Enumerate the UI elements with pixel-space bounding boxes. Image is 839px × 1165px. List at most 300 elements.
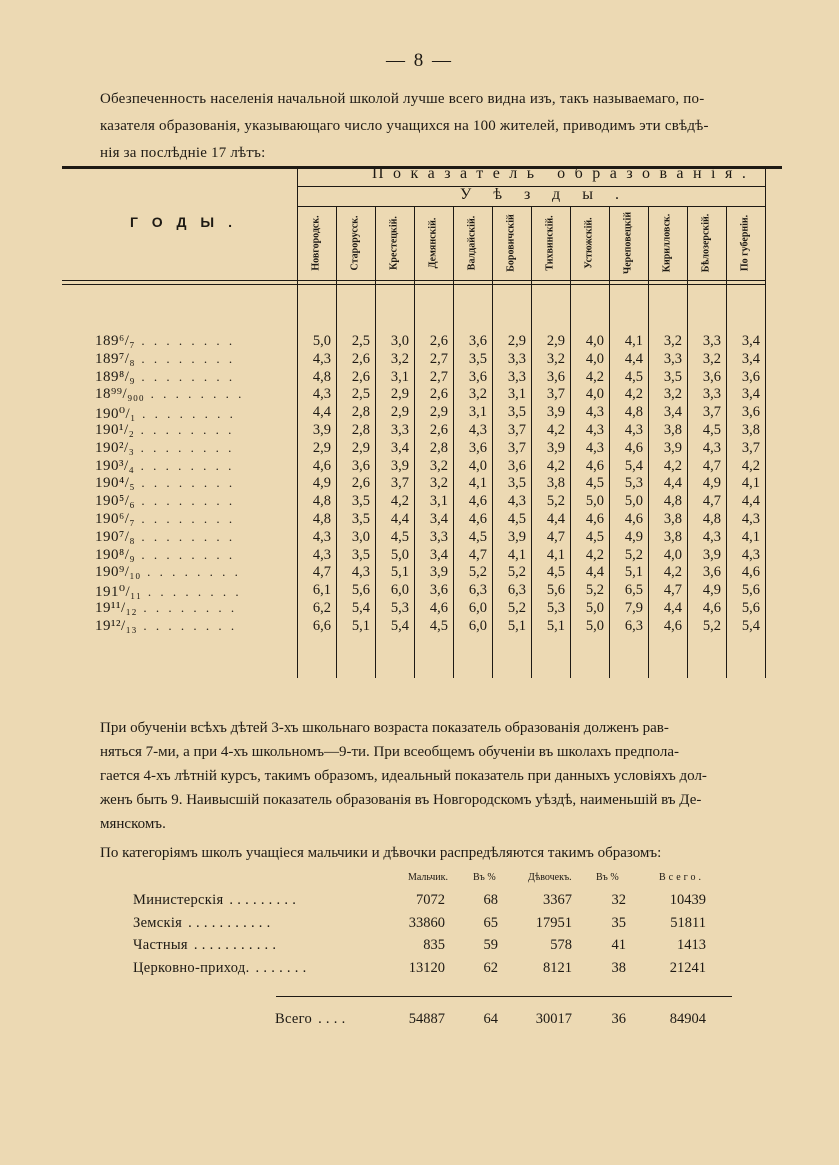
explanation-paragraph: [100, 716, 764, 836]
table-cell: 3,1: [507, 386, 526, 403]
table-cell: 3,9: [507, 528, 526, 545]
intro-line: казателя образованія, указывающаго число учащихся на 100 жителей, приводимъ эти свѣдѣ-: [100, 118, 709, 134]
table-cell: 3,4: [663, 404, 682, 421]
table-cell: 3,5: [507, 475, 526, 492]
schools-cell: 32: [611, 892, 626, 908]
column-header: [414, 207, 452, 279]
table-cell: 5,6: [546, 582, 565, 599]
schools-row-label: [133, 937, 276, 954]
table-cell: 5,2: [702, 617, 721, 634]
schools-cell: 17951: [535, 914, 572, 931]
table-cell: 4,3: [312, 528, 331, 545]
year-label: [95, 547, 235, 564]
leader-dots: . . . . . . . .: [137, 600, 238, 615]
table-cell: 6,0: [390, 582, 409, 599]
table-cell: 3,4: [741, 386, 760, 403]
table-cell: 3,6: [468, 333, 487, 349]
schools-cell: 578: [550, 937, 572, 953]
year-text: 190⁵/₆: [95, 493, 136, 510]
column-header-label: Демянскій.: [427, 217, 439, 269]
leader-dots: . . . .: [318, 1011, 346, 1027]
table-cell: 4,1: [468, 475, 487, 492]
leader-dots: . . . . . . . .: [134, 422, 235, 437]
table-cell: 4,3: [741, 546, 760, 563]
year-label: [95, 618, 237, 635]
table-cell: 3,3: [702, 333, 721, 349]
table-cell: 3,6: [429, 582, 448, 599]
table-cell: 3,7: [546, 386, 565, 403]
leader-dots: . . . . . . . .: [135, 528, 236, 544]
table-cell: 3,6: [468, 368, 487, 385]
schools-cell: 51811: [670, 914, 706, 931]
schools-cell: 10439: [669, 892, 706, 908]
schools-cell: 7072: [416, 892, 445, 908]
schools-cell: 41: [611, 937, 626, 953]
column-header: [609, 207, 647, 279]
leader-dots: . . . . . . . .: [140, 564, 241, 580]
column-header-label: Крестецкій.: [388, 216, 400, 270]
table-cell: 4,4: [663, 475, 682, 492]
column-header-label: По губерніи.: [739, 214, 751, 272]
table-cell: 5,0: [585, 600, 604, 616]
table-cell: 2,6: [429, 386, 448, 403]
table-cell: 3,9: [663, 439, 682, 456]
schools-cell: 3367: [543, 892, 572, 908]
leader-dots: . . . . . . . .: [135, 406, 236, 422]
table-cell: 5,4: [624, 457, 643, 474]
schools-row-label: [133, 960, 307, 977]
year-label: [95, 386, 244, 403]
table-cell: 3,6: [468, 439, 487, 456]
table-cell: 3,5: [351, 493, 370, 510]
table-cell: 4,7: [468, 546, 487, 563]
year-text: 189⁷/₈: [95, 350, 136, 367]
table-cell: 2,9: [429, 404, 448, 421]
table-cell: 3,8: [741, 422, 760, 438]
table-cell: 6,3: [624, 617, 643, 634]
year-text: 19¹¹/₁₂: [95, 600, 138, 616]
year-text: 18⁹⁹/₉₀₀: [95, 386, 145, 403]
table-cell: 4,3: [312, 350, 331, 367]
column-header: [726, 207, 764, 279]
table-cell: 5,0: [312, 333, 331, 349]
schools-column-header: Въ %: [596, 872, 619, 883]
schools-cell: 35: [611, 914, 626, 931]
table-cell: 3,9: [546, 404, 565, 421]
year-label: [95, 475, 235, 492]
table-cell: 3,6: [507, 457, 526, 474]
schools-cell: 8121: [543, 959, 572, 976]
total-cell: 36: [611, 1011, 626, 1027]
table-cell: 4,3: [741, 511, 760, 527]
column-header-label: Кирилловск.: [661, 213, 673, 273]
row-label-text: Министерскія: [133, 892, 224, 908]
table-cell: 5,1: [546, 617, 565, 634]
table-cell: 3,8: [546, 475, 565, 492]
table-cell: 4,4: [624, 350, 643, 367]
table-cell: 5,4: [351, 600, 370, 616]
table-cell: 4,6: [468, 511, 487, 527]
table-cell: 5,4: [390, 617, 409, 634]
year-text: 190⁷/₈: [95, 528, 136, 545]
schools-cell: 68: [483, 892, 498, 908]
table-cell: 2,9: [351, 439, 370, 456]
table-cell: 5,3: [546, 600, 565, 616]
schools-column-header: Дѣвочекъ.: [528, 872, 572, 883]
table-cell: 3,4: [390, 439, 409, 456]
table-cell: 5,2: [468, 564, 487, 581]
table-cell: 5,6: [741, 600, 760, 616]
table-cell: 4,0: [585, 350, 604, 367]
table-cell: 3,1: [429, 493, 448, 510]
table-cell: 6,6: [312, 617, 331, 634]
schools-intro: По категоріямъ школъ учащіеся мальчики и дѣвочки распредѣляются такимъ образомъ:: [100, 845, 662, 861]
table-cell: 4,5: [390, 528, 409, 545]
table-cell: 2,6: [429, 333, 448, 349]
table-cell: 3,2: [429, 475, 448, 492]
table-cell: 4,2: [741, 457, 760, 474]
table-cell: 3,4: [429, 511, 448, 527]
schools-cell: 62: [483, 959, 498, 976]
table-cell: 2,6: [351, 368, 370, 385]
schools-column-header: Въ %: [473, 872, 496, 883]
schools-row-label: [133, 892, 296, 909]
total-cell: 54887: [408, 1011, 445, 1027]
column-header: [375, 207, 413, 279]
year-label: [95, 564, 241, 581]
schools-cell: 21241: [669, 959, 706, 976]
year-text: 190⁸/₉: [95, 546, 136, 563]
table-cell: 6,3: [468, 582, 487, 599]
table-cell: 3,7: [702, 404, 721, 421]
table-cell: 3,2: [468, 386, 487, 403]
table-cell: 4,6: [468, 493, 487, 510]
year-label: [95, 351, 235, 368]
year-text: 190⁹/₁₀: [95, 564, 141, 581]
leader-dots: . . . . . . . .: [137, 617, 238, 633]
table-cell: 3,9: [429, 564, 448, 581]
year-text: 190⁴/₅: [95, 475, 136, 492]
table-cell: 5,1: [624, 564, 643, 581]
table-cell: 3,2: [429, 457, 448, 474]
table-cell: 3,1: [468, 404, 487, 421]
year-text: 19¹²/₁₃: [95, 617, 138, 634]
table-cell: 4,2: [390, 493, 409, 510]
table-cell: 3,4: [429, 546, 448, 563]
year-label: [95, 600, 237, 617]
table-cell: 3,8: [663, 422, 682, 438]
table-cell: 3,4: [741, 350, 760, 367]
table-cell: 4,3: [585, 422, 604, 438]
table-cell: 3,5: [507, 404, 526, 421]
leader-dots: . . . . . . . . . . .: [193, 937, 277, 953]
table-cell: 2,8: [351, 404, 370, 421]
table-cell: 4,5: [702, 422, 721, 438]
table-cell: 2,7: [429, 368, 448, 385]
table-cell: 4,3: [312, 386, 331, 403]
table-cell: 6,5: [624, 582, 643, 599]
table-cell: 6,3: [507, 582, 526, 599]
table-cell: 3,4: [741, 333, 760, 349]
table-cell: 3,5: [351, 546, 370, 563]
year-text: 190¹/₂: [95, 422, 135, 438]
table-cell: 4,9: [624, 528, 643, 545]
table-cell: 5,2: [507, 564, 526, 581]
column-header: [531, 207, 569, 279]
table-cell: 3,3: [429, 528, 448, 545]
total-cell: 64: [483, 1011, 498, 1027]
table-cell: 3,5: [351, 511, 370, 527]
table-cell: 4,2: [546, 422, 565, 438]
table-cell: 4,2: [663, 457, 682, 474]
column-header-label: Боровичскій: [505, 214, 517, 272]
year-label: [95, 404, 236, 423]
paragraph-line: При обученіи всѣхъ дѣтей 3-хъ школьнаго возраста показатель образованія долженъ рав-: [100, 720, 669, 736]
table-cell: 4,2: [585, 546, 604, 563]
leader-dots: . . . . . . . .: [135, 546, 236, 562]
table-cell: 3,6: [741, 404, 760, 421]
paragraph-line: няться 7-ми, а при 4-хъ школьномъ—9-ти. При всеобщемъ обученіи въ школахъ предпола-: [100, 744, 679, 760]
year-label: [95, 511, 235, 528]
column-header: [336, 207, 374, 279]
row-label-text: Частныя: [133, 937, 188, 953]
table-cell: 3,2: [546, 350, 565, 367]
table-cell: 2,6: [351, 350, 370, 367]
schools-cell: 13120: [408, 959, 445, 976]
year-label: [95, 422, 234, 439]
table-cell: 4,8: [702, 511, 721, 527]
table-cell: 3,7: [741, 439, 760, 456]
table-cell: 4,7: [312, 564, 331, 581]
year-text: 189⁶/₇: [95, 333, 136, 349]
column-header: [648, 207, 686, 279]
schools-cell: 59: [483, 937, 498, 953]
schools-cell: 1413: [677, 937, 706, 953]
table-cell: 4,0: [585, 386, 604, 403]
table-cell: 4,1: [624, 333, 643, 349]
table-cell: 2,7: [429, 350, 448, 367]
table-cell: 3,5: [468, 350, 487, 367]
table-cell: 4,6: [741, 564, 760, 581]
column-header-label: Новгородск.: [310, 215, 322, 271]
table-cell: 4,3: [312, 546, 331, 563]
table-cell: 5,2: [546, 493, 565, 510]
table-cell: 3,3: [507, 350, 526, 367]
table-cell: 3,2: [702, 350, 721, 367]
leader-dots: . . . . . . . .: [134, 439, 235, 455]
table-cell: 4,2: [663, 564, 682, 581]
table-cell: 3,5: [663, 368, 682, 385]
column-header: [453, 207, 491, 279]
table-cell: 3,0: [351, 528, 370, 545]
schools-column-header: Всего.: [659, 872, 705, 883]
column-header: [492, 207, 530, 279]
table-cell: 4,0: [585, 333, 604, 349]
intro-paragraph: [100, 86, 758, 167]
table-cell: 4,5: [468, 528, 487, 545]
leader-dots: . . . . . . . .: [135, 350, 236, 366]
table-cell: 4,1: [507, 546, 526, 563]
table-cell: 2,8: [429, 439, 448, 456]
year-label: [95, 440, 234, 457]
leader-dots: . . . . . . . .: [135, 333, 236, 348]
table-cell: 2,5: [351, 386, 370, 403]
leader-dots: . . . . . . . .: [135, 493, 236, 509]
table-cell: 3,3: [663, 350, 682, 367]
table-cell: 5,3: [624, 475, 643, 492]
schools-row-label: [133, 915, 271, 932]
table-cell: 5,2: [624, 546, 643, 563]
table-cell: 4,4: [741, 493, 760, 510]
table-cell: 3,0: [390, 333, 409, 349]
table-cell: 5,2: [585, 582, 604, 599]
total-cell: 84904: [669, 1011, 706, 1027]
table-cell: 6,2: [312, 600, 331, 616]
table-cell: 2,9: [312, 439, 331, 456]
table-cell: 4,8: [624, 404, 643, 421]
table-cell: 5,6: [351, 582, 370, 599]
table-cell: 4,3: [351, 564, 370, 581]
column-header-label: Валдайскій.: [466, 215, 478, 271]
table-cell: 5,2: [507, 600, 526, 616]
table-cell: 3,9: [546, 439, 565, 456]
table-cell: 3,3: [507, 368, 526, 385]
table-cell: 4,3: [585, 404, 604, 421]
table-cell: 4,0: [468, 457, 487, 474]
column-header-label: Череповецкій: [622, 211, 634, 275]
table-cell: 4,9: [312, 475, 331, 492]
table-cell: 4,0: [663, 546, 682, 563]
leader-dots: . . . . . . . .: [141, 584, 242, 600]
table-cell: 4,3: [585, 439, 604, 456]
table-cell: 4,7: [702, 493, 721, 510]
table-cell: 4,4: [663, 600, 682, 616]
table-cell: 6,0: [468, 600, 487, 616]
table-cell: 5,0: [585, 617, 604, 634]
row-label-text: Всего: [275, 1011, 313, 1027]
schools-column-header: Мальчик.: [408, 872, 448, 883]
table-cell: 2,9: [390, 386, 409, 403]
table-cell: 5,6: [741, 582, 760, 599]
table-cell: 3,8: [663, 511, 682, 527]
year-label: [95, 369, 235, 386]
table-cell: 4,1: [546, 546, 565, 563]
table-cell: 4,1: [741, 528, 760, 545]
table-cell: 2,6: [351, 475, 370, 492]
table-cell: 3,9: [390, 457, 409, 474]
year-text: 191⁰/₁₁: [95, 584, 142, 601]
table-cell: 4,4: [546, 511, 565, 527]
year-text: 190⁶/₇: [95, 511, 136, 527]
year-text: 190²/₃: [95, 439, 135, 456]
table-cell: 4,4: [585, 564, 604, 581]
table-cell: 4,5: [585, 528, 604, 545]
table-cell: 6,0: [468, 617, 487, 634]
year-label: [95, 333, 235, 350]
table-cell: 4,2: [624, 386, 643, 403]
table-cell: 4,6: [312, 457, 331, 474]
leader-dots: . . . . . . . .: [135, 511, 236, 526]
year-text: 190⁰/₁: [95, 406, 136, 423]
table-cell: 3,2: [390, 350, 409, 367]
column-divider: [765, 168, 766, 678]
leader-dots: . . . . . . . . . . .: [188, 914, 271, 931]
table-cell: 4,4: [312, 404, 331, 421]
year-text: 189⁸/₉: [95, 368, 136, 385]
intro-line: Обезпеченность населенія начальной школой лучше всего видна изъ, такъ называемаго, по-: [100, 91, 705, 107]
table-cell: 4,5: [624, 368, 643, 385]
table-cell: 5,0: [624, 493, 643, 510]
table-cell: 4,6: [702, 600, 721, 616]
column-header: [687, 207, 725, 279]
table-cell: 4,9: [702, 475, 721, 492]
years-header: ГОДЫ.: [130, 214, 247, 230]
row-label-text: Церковно-приход.: [133, 959, 250, 976]
leader-dots: . . . . . . . .: [135, 475, 236, 491]
table-cell: 2,9: [507, 333, 526, 349]
table-cell: 4,3: [702, 439, 721, 456]
total-rule: [276, 996, 732, 997]
table-cell: 4,6: [624, 511, 643, 527]
table-cell: 5,4: [741, 617, 760, 634]
table-cell: 3,9: [312, 422, 331, 438]
table-cell: 2,6: [429, 422, 448, 438]
year-label: [95, 493, 235, 510]
table-cell: 3,6: [351, 457, 370, 474]
table-cell: 3,3: [390, 422, 409, 438]
leader-dots: . . . . . . . .: [134, 457, 235, 473]
table-cell: 4,3: [507, 493, 526, 510]
table-cell: 4,8: [663, 493, 682, 510]
table-cell: 3,9: [702, 546, 721, 563]
table-cell: 3,7: [507, 439, 526, 456]
paragraph-line: гается 4-хъ лѣтній курсъ, такимъ образомъ, идеальный показатель при данныхъ условіяхъ дол-: [100, 768, 707, 784]
column-header-label: Старорусск.: [349, 215, 361, 271]
table-cell: 3,6: [702, 368, 721, 385]
table-cell: 4,7: [702, 457, 721, 474]
column-header-label: Бѣлозерскій.: [700, 213, 712, 273]
table-cell: 2,9: [546, 333, 565, 349]
indicator-header: Показатель образованія.: [372, 165, 756, 182]
table-cell: 2,8: [351, 422, 370, 438]
total-row-label: [275, 1011, 346, 1028]
table-cell: 4,9: [702, 582, 721, 599]
leader-dots: . . . . . . . . .: [229, 892, 297, 908]
table-cell: 4,5: [507, 511, 526, 527]
column-header: [297, 207, 335, 279]
table-cell: 4,7: [546, 528, 565, 545]
table-cell: 5,3: [390, 600, 409, 616]
leader-dots: . . . . . . . .: [135, 368, 236, 384]
table-cell: 5,1: [351, 617, 370, 634]
table-cell: 2,9: [390, 404, 409, 421]
intro-line: нія за послѣдніе 17 лѣтъ:: [100, 145, 266, 161]
table-cell: 5,1: [390, 564, 409, 581]
table-cell: 4,6: [663, 617, 682, 634]
table-cell: 4,3: [468, 422, 487, 438]
table-cell: 4,8: [312, 368, 331, 385]
table-cell: 4,1: [741, 475, 760, 492]
schools-cell: 835: [423, 937, 445, 953]
paragraph-line: мянскомъ.: [100, 816, 166, 832]
table-cell: 3,6: [546, 368, 565, 385]
table-cell: 4,8: [312, 493, 331, 510]
paragraph-line: женъ быть 9. Наивысшій показатель образованія въ Новгородскомъ уѣздѣ, наименьшій въ Де-: [100, 792, 702, 808]
schools-cell: 65: [483, 914, 498, 931]
table-cell: 4,8: [312, 511, 331, 527]
table-cell: 3,2: [663, 386, 682, 403]
year-label: [95, 529, 235, 546]
